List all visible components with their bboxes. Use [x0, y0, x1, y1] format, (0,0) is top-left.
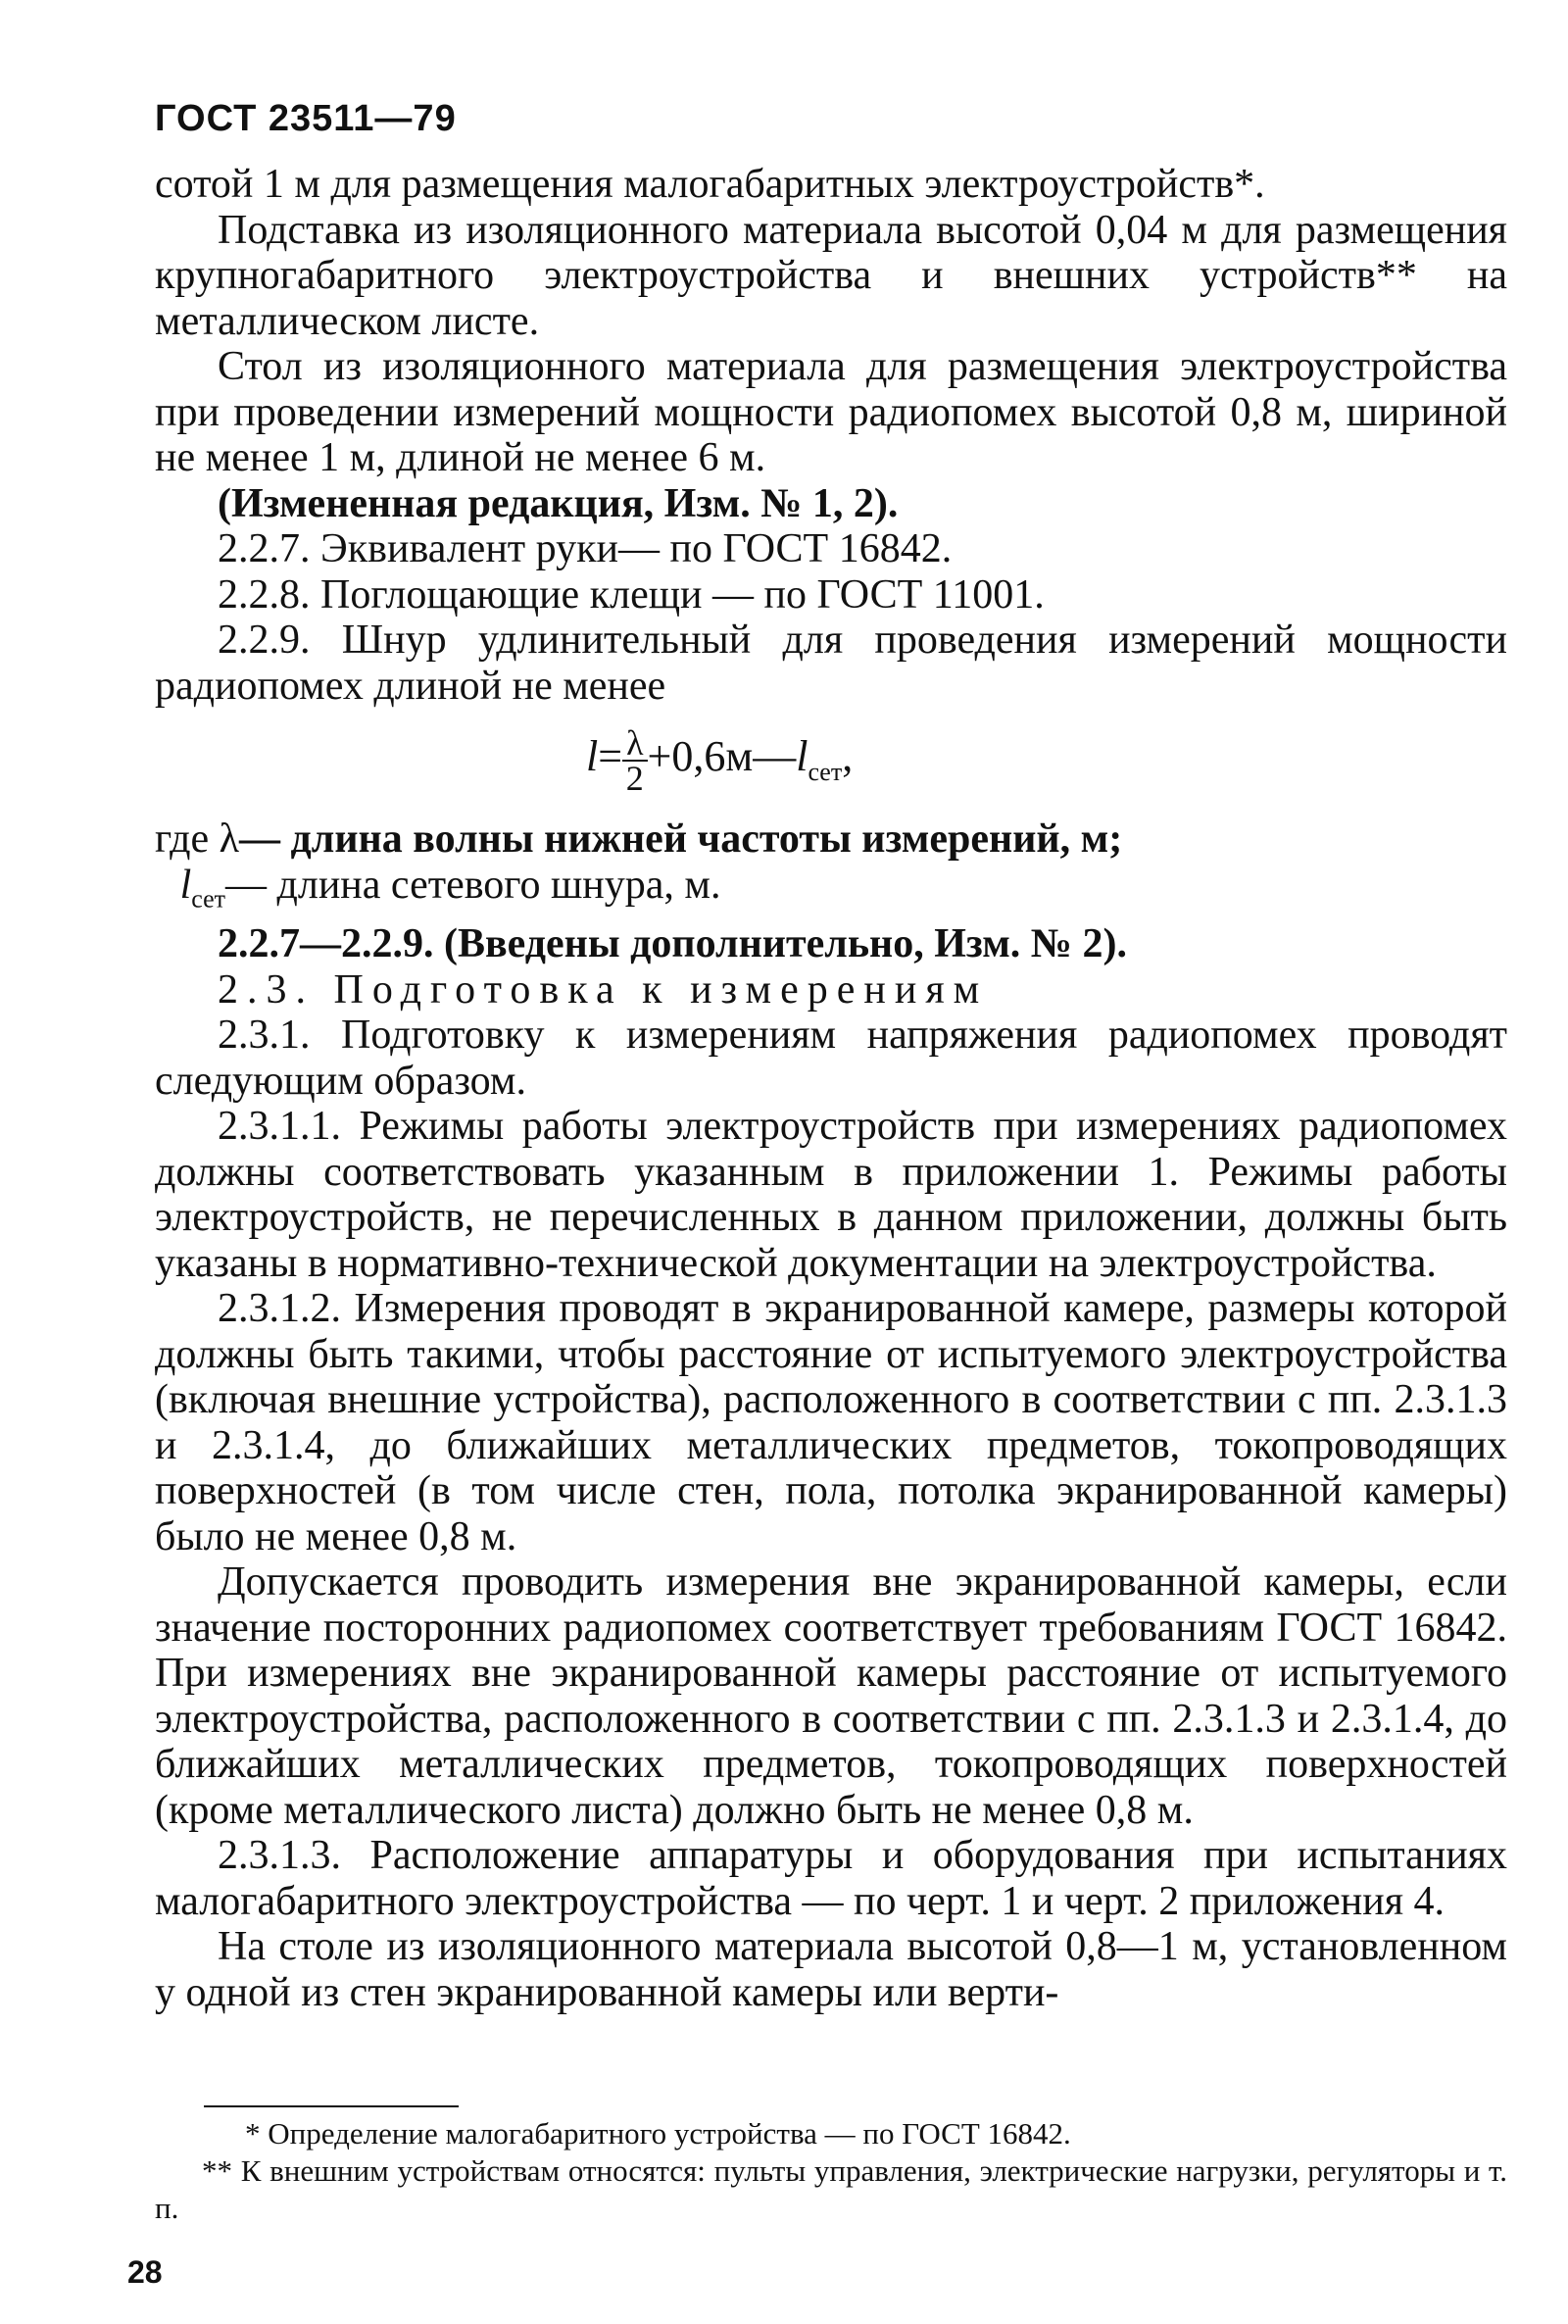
where-sub: сет: [191, 883, 225, 913]
footnotes: [155, 2115, 1507, 2227]
paragraph: 2.3.1.2. Измерения проводят в экранированной камере, размеры которой должны быть такими, чтобы расстояние от испытуемого электроустройства (включая внешние устройства), расположенного в соответствии с пп. 2.3.1.3 и 2.3.1.4, до ближайших металлических предметов, токопроводящих поверхностей (в том числе стен, пола, потолка экранированной камеры) было не менее 0,8 м.: [155, 1286, 1507, 1559]
footnote-rule: [204, 2105, 459, 2107]
paragraph: 2.3.1.3. Расположение аппаратуры и оборудования при испытаниях малогабаритного электроустройства — по черт. 1 и черт. 2 приложения 4.: [155, 1833, 1507, 1924]
length-formula: [155, 709, 1507, 816]
where-prefix: где: [155, 816, 210, 862]
paragraph: 2.2.9. Шнур удлинительный для проведения измерений мощности радиопомех длиной не менее: [155, 618, 1507, 709]
amendment-note: (Измененная редакция, Изм. № 1, 2).: [218, 480, 899, 526]
where-line-1: [155, 816, 1507, 863]
amendment-note: 2.2.7—2.2.9. (Введены дополнительно, Изм. № 2).: [218, 921, 1127, 967]
formula-lhs: l: [586, 732, 599, 781]
formula-eq: =: [598, 732, 623, 781]
formula-denominator: 2: [625, 759, 644, 798]
paragraph: сотой 1 м для размещения малогабаритных электроустройств*.: [155, 162, 1265, 207]
paragraph: 2.2.7. Эквивалент руки— по ГОСТ 16842.: [218, 526, 953, 571]
formula-fraction: [622, 723, 647, 798]
page-number: 28: [127, 2254, 163, 2290]
paragraph: 2.2.8. Поглощающие клещи — по ГОСТ 11001.: [218, 571, 1045, 618]
paragraph: На столе из изоляционного материала высотой 0,8—1 м, установленном у одной из стен экранированной камеры или верти-: [155, 1924, 1507, 2015]
formula-l2: l: [796, 732, 808, 781]
where-text: — длина волны нижней частоты измерений, м;: [239, 816, 1123, 862]
formula-numerator: λ: [622, 726, 647, 762]
paragraph: 2.3.1. Подготовку к измерениям напряжения радиопомех проводят следующим образом.: [155, 1013, 1507, 1104]
formula-mid: +0,6м—: [647, 732, 797, 781]
formula-sub: сет: [808, 757, 843, 786]
where-symbol: l: [179, 862, 192, 908]
footnote: ** К внешним устройствам относятся: пульты управления, электрические нагрузки, регуляторы и т. п.: [155, 2153, 1507, 2225]
paragraph: 2.3.1.1. Режимы работы электроустройств при измерениях радиопомех должны соответствовать указанным в приложении 1. Режимы работы электроустройств, не перечисленных в данном приложении, должны быть указаны в нормативно-технической документации на электроустройства.: [155, 1104, 1507, 1286]
where-symbol: λ: [219, 816, 240, 862]
where-line-2: [155, 863, 1507, 922]
footnote: * Определение малогабаритного устройства — по ГОСТ 16842.: [245, 2116, 1071, 2151]
where-text: — длина сетевого шнура, м.: [225, 862, 721, 908]
formula-tail: ,: [842, 732, 854, 781]
document-header: ГОСТ 23511—79: [155, 98, 457, 139]
paragraph: Подставка из изоляционного материала высотой 0,04 м для размещения крупногабаритного электроустройства и внешних устройств** на металлическом листе.: [155, 207, 1507, 344]
section-heading: 2.3. Подготовка к измерениям: [218, 966, 989, 1013]
paragraph: Стол из изоляционного материала для размещения электроустройства при проведении измерений мощности радиопомех высотой 0,8 м, шириной не менее 1 м, длиной не менее 6 м.: [155, 344, 1507, 480]
paragraph: Допускается проводить измерения вне экранированной камеры, если значение посторонних радиопомех соответствует требованиям ГОСТ 16842. При измерениях вне экранированной камеры расстояние от испытуемого электроустройства, расположенного в соответствии с пп. 2.3.1.3 и 2.3.1.4, до ближайших металлических предметов, токопроводящих поверхностей (кроме металлического листа) должно быть не менее 0,8 м.: [155, 1559, 1507, 1833]
body-text: [155, 162, 1507, 2015]
